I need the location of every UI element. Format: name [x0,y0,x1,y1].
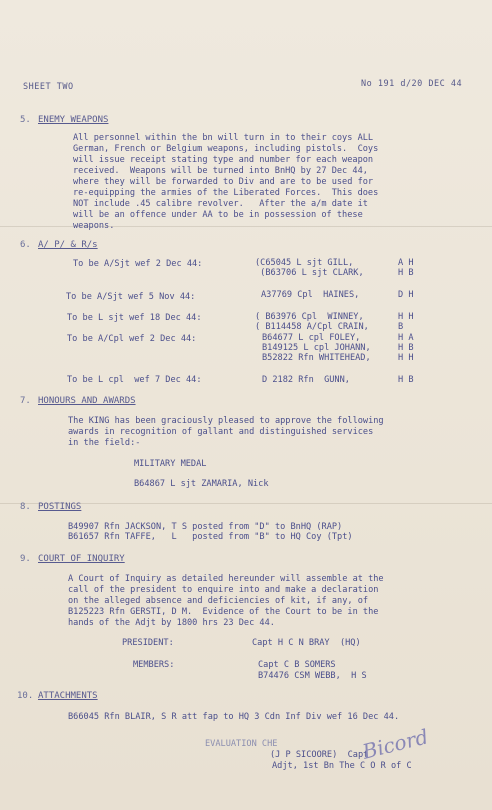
president-label: PRESIDENT: [122,638,174,648]
promotion-coy: A H [398,258,414,268]
text-line: A Court of Inquiry as detailed hereunder will assemble at the [68,574,384,584]
text-line: awards in recognition of gallant and distinguished services [68,427,374,437]
text-line: German, French or Belgium weapons, including pistols. Coys [73,144,379,154]
text-line: The KING has been graciously pleased to approve the following [68,416,384,426]
promotion-name: ( B63976 Cpl WINNEY, [255,312,364,322]
section-title: HONOURS AND AWARDS [38,396,136,406]
promotion-coy: H A [398,333,414,343]
promotion-label: To be A/Sjt wef 5 Nov 44: [66,292,196,302]
attachment-line: B66045 Rfn BLAIR, S R att fap to HQ 3 Cdn Inf Div wef 16 Dec 44. [68,712,400,722]
promotion-coy: H B [398,343,414,353]
promotion-name: (B63706 L sjt CLARK, [255,268,364,278]
promotion-coy: D H [398,290,414,300]
text-line: All personnel within the bn will turn in to their coys ALL [73,133,374,143]
promotion-coy: H H [398,353,414,363]
text-line: in the field:- [68,438,141,448]
text-line: will be an offence under AA to be in possession of these [73,210,363,220]
promotion-coy: H B [398,375,414,385]
text-line: received. Weapons will be turned into BnHQ by 27 Dec 44, [73,166,368,176]
signatory-name: (J P SICOORE) Capt [270,750,369,760]
text-line: on the alleged absence and deficiencies of kit, if any, of [68,596,369,606]
promotion-name: B52822 Rfn WHITEHEAD, [262,353,371,363]
handwritten-signature: Bicord [360,724,431,764]
award-recipient: B64867 L sjt ZAMARIA, Nick [134,479,269,489]
promotion-name: B64677 L cpl FOLEY, [262,333,361,343]
promotion-name: D 2182 Rfn GUNN, [262,375,350,385]
text-line: weapons. [73,221,115,231]
members-label: MEMBERS: [133,660,175,670]
president-name: Capt H C N BRAY (HQ) [252,638,361,648]
text-line: hands of the Adjt by 1800 hrs 23 Dec 44. [68,618,275,628]
promotion-label: To be L cpl wef 7 Dec 44: [67,375,202,385]
text-line: will issue receipt stating type and number for each weapon [73,155,374,165]
section-number: 7. [20,396,31,406]
section-title: POSTINGS [38,502,82,512]
promotion-name: ( B114458 A/Cpl CRAIN, [255,322,369,332]
promotion-name: A37769 Cpl HAINES, [261,290,360,300]
promotion-label: To be A/Sjt wef 2 Dec 44: [73,259,203,269]
member-name: B74476 CSM WEBB, H S [258,671,367,681]
text-line: B49907 Rfn JACKSON, T S posted from "D" to BnHQ (RAP) [68,522,343,532]
text-line: B125223 Rfn GERSTI, D M. Evidence of the Court to be in the [68,607,379,617]
section-number: 6. [20,240,31,250]
text-line: B61657 Rfn TAFFE, L posted from "B" to HQ Coy (Tpt) [68,532,353,542]
signatory-title: Adjt, 1st Bn The C O R of C [272,761,412,771]
promotion-coy: H B [398,268,414,278]
section-title: COURT OF INQUIRY [38,554,125,564]
text-line: re-equipping the armies of the Liberated Forces. This does [73,188,379,198]
section-number: 5. [20,115,31,125]
sheet-label: SHEET TWO [23,82,74,92]
text-line: where they will be forwarded to Div and are to be used for [73,177,374,187]
order-number: No 191 d/20 DEC 44 [361,79,463,89]
member-name: Capt C B SOMERS [258,660,336,670]
promotion-name: (C65045 L sjt GILL, [255,258,354,268]
promotion-label: To be L sjt wef 18 Dec 44: [67,313,202,323]
promotion-name: B149125 L cpl JOHANN, [262,343,371,353]
faint-stamp-text: EVALUATION CHE [205,739,278,749]
promotion-coy: B [398,322,404,332]
section-number: 9. [20,554,31,564]
section-title: ENEMY WEAPONS [38,115,109,125]
text-line: call of the president to enquire into and make a declaration [68,585,379,595]
section-title: ATTACHMENTS [38,691,98,701]
section-number: 8. [20,502,31,512]
text-line: NOT include .45 calibre revolver. After the a/m date it [73,199,368,209]
promotion-coy: H H [398,312,414,322]
award-name: MILITARY MEDAL [134,459,207,469]
promotion-label: To be A/Cpl wef 2 Dec 44: [67,334,197,344]
section-title: A/ P/ & R/s [38,240,98,250]
section-number: 10. [17,691,34,701]
